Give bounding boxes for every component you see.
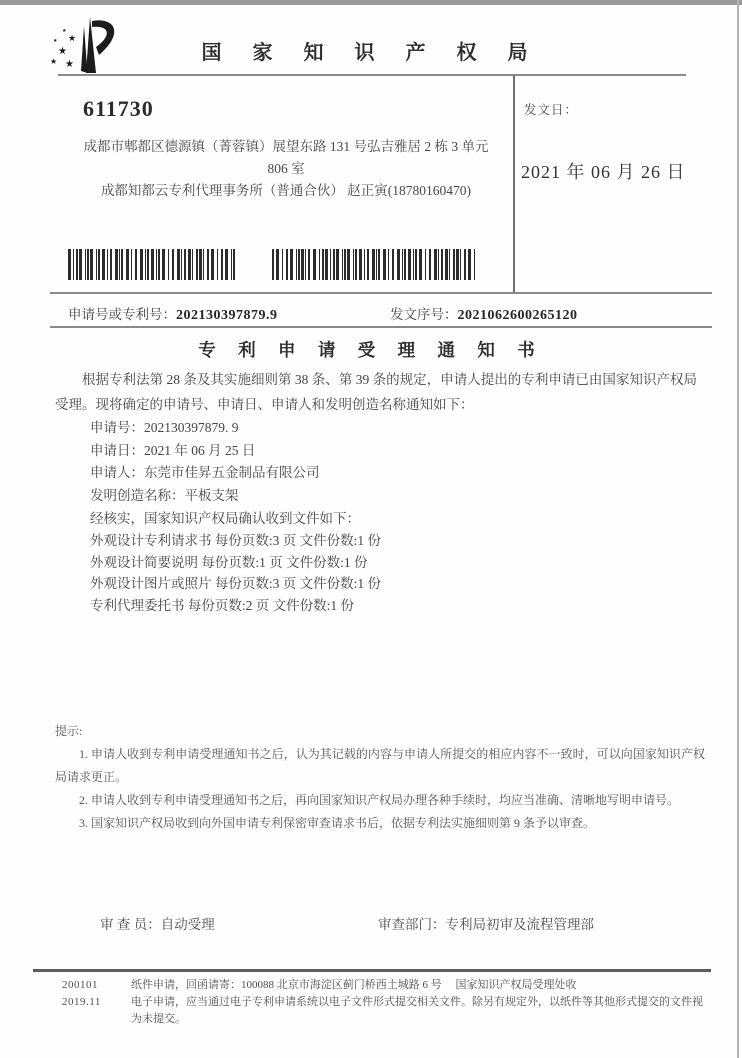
header-divider	[58, 74, 686, 76]
received-documents	[90, 508, 381, 617]
recipient-line: 成都知都云专利代理事务所（普通合伙） 赵正寅(18780160470)	[100, 183, 472, 198]
footer-row-paper	[0, 977, 712, 994]
application-fields	[90, 417, 320, 507]
scan-edge-right	[737, 0, 739, 1058]
serial-number-value: 2021062600265120	[457, 308, 578, 323]
tips-label: 提示:	[55, 724, 83, 738]
tips-section	[55, 720, 705, 835]
svg-text:★: ★	[58, 46, 67, 57]
footer-divider	[33, 969, 711, 972]
mailing-address	[60, 136, 512, 202]
address-line-1: 成都市郫都区德源镇（菁蓉镇）展望东路 131 号弘吉雅居 2 栋 3 单元	[83, 139, 489, 154]
footer-electronic-note: 电子申请，应当通过电子专利申请系统以电子文件形式提交相关文件。除另有规定外，以纸件等其他形式提交的文件视为未提交。	[131, 996, 703, 1025]
footer-revision-code: 2019.11	[62, 996, 101, 1008]
notice-intro-paragraph: 根据专利法第 28 条及其实施细则第 38 条、第 39 条的规定，申请人提出的专利申请已由国家知识产权局受理。现将确定的申请号、申请日、申请人和发明创造名称通知如下：	[55, 372, 697, 412]
application-number-value: 202130397879.9	[176, 308, 278, 323]
svg-text:★: ★	[53, 38, 58, 44]
reference-divider-bottom	[50, 326, 712, 328]
barcode-serial-number	[272, 249, 478, 280]
svg-text:★: ★	[62, 28, 67, 34]
agency-title: 国 家 知 识 产 权 局	[201, 42, 541, 64]
dispatch-box-divider	[513, 75, 515, 293]
examiner-label: 审 查 员：	[100, 917, 161, 932]
svg-text:★: ★	[68, 34, 77, 44]
field-filing-date: 申请日：2021 年 06 月 25 日	[90, 442, 256, 458]
received-doc-item: 外观设计简要说明 每份页数:1 页 文件份数:1 份	[90, 554, 368, 570]
department-line	[378, 913, 594, 933]
received-intro: 经核实，国家知识产权局确认收到文件如下：	[90, 511, 360, 526]
reference-divider-top	[50, 292, 712, 294]
application-number-label: 申请号或专利号：	[68, 307, 176, 322]
tip-item-1: 1. 申请人收到专利申请受理通知书之后，认为其记载的内容与申请人所提交的相应内容不一致时，可以向国家知识产权局请求更正。	[55, 747, 705, 784]
footer-form-code: 200101	[62, 979, 98, 991]
serial-number-label: 发文序号：	[390, 307, 458, 322]
serial-number-line	[390, 303, 578, 324]
dispatch-date-label: 发文日：	[524, 103, 579, 117]
footer-paper-note: 纸件申请，回函请寄：100088 北京市海淀区蓟门桥西土城路 6 号 国家知识产权局受理处收	[131, 979, 577, 991]
field-invention-title: 发明创造名称：平板支架	[90, 487, 239, 503]
dispatch-date-value: 2021 年 06 月 26 日	[521, 162, 686, 182]
application-number-line	[68, 303, 278, 324]
barcode-application-number	[68, 249, 238, 280]
footer-notes	[0, 977, 712, 1028]
received-doc-item: 专利代理委托书 每份页数:2 页 文件份数:1 份	[90, 598, 355, 614]
received-doc-item: 外观设计专利请求书 每份页数:3 页 文件份数:1 份	[90, 532, 382, 548]
tip-item-3: 3. 国家知识产权局收到向外国申请专利保密审查请求书后，依据专利法实施细则第 9 条予以审查。	[79, 816, 596, 830]
examiner-line	[100, 913, 215, 933]
notice-title: 专 利 申 请 受 理 通 知 书	[198, 340, 544, 360]
footer-row-electronic	[0, 994, 712, 1028]
field-application-number: 申请号：202130397879. 9	[90, 420, 239, 435]
postal-code: 611730	[83, 96, 154, 121]
examiner-value: 自动受理	[160, 917, 215, 932]
department-value: 专利局初审及流程管理部	[445, 917, 594, 932]
field-applicant: 申请人：东莞市佳昇五金制品有限公司	[90, 465, 320, 480]
svg-text:★: ★	[50, 57, 58, 66]
tip-item-2: 2. 申请人收到专利申请受理通知书之后，再向国家知识产权局办理各种手续时，均应当准确、清晰地写明申请号。	[79, 793, 680, 807]
department-label: 审查部门：	[378, 917, 446, 932]
address-line-2: 806 室	[267, 161, 305, 176]
received-doc-item: 外观设计图片或照片 每份页数:3 页 文件份数:1 份	[90, 576, 382, 592]
svg-text:★: ★	[65, 59, 74, 70]
scan-edge-top	[0, 0, 742, 5]
